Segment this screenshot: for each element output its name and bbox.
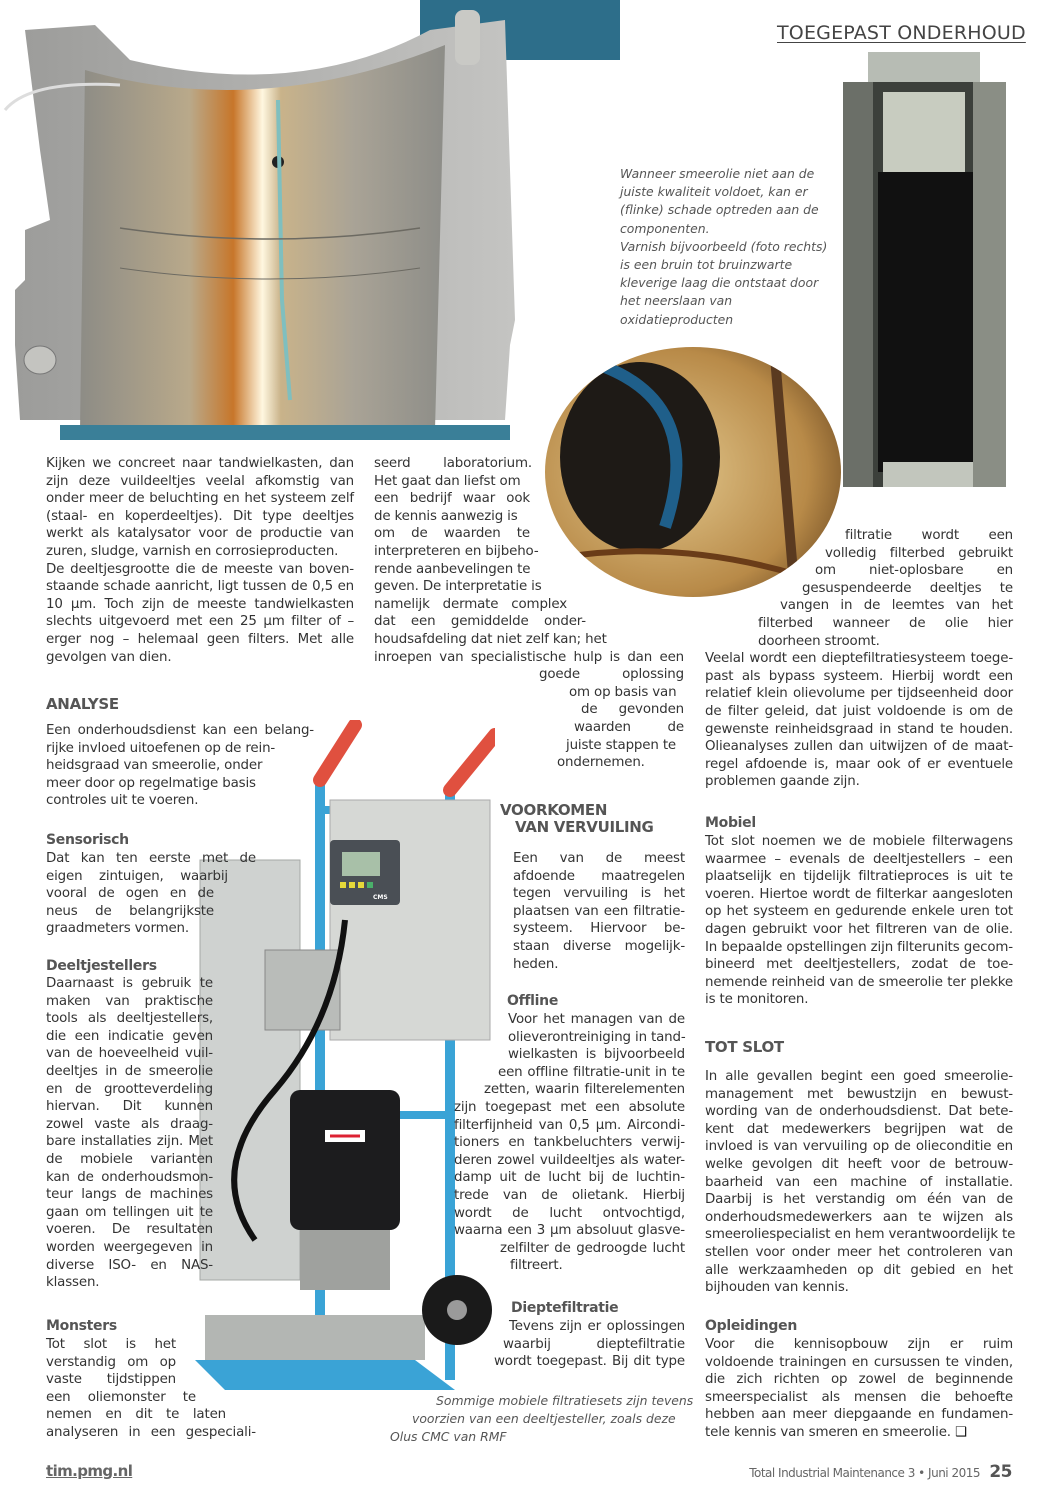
text-line: heidsgraad van smeerolie, onder <box>46 758 263 774</box>
text-line: ondernemen. <box>557 755 645 771</box>
text-line: een offline filtratie-unit in te <box>498 1064 685 1080</box>
text-line: staande schade aanricht, ligt tussen de 0,5 en <box>46 579 354 595</box>
analyse-paragraph <box>46 722 314 810</box>
text-line: Een onderhoudsdienst kan een belang- <box>46 723 314 738</box>
caption-line: juiste kwaliteit voldoet, kan er <box>620 184 808 200</box>
text-line: Veelal wordt een dieptefiltratiesysteem toege- <box>705 651 1013 667</box>
text-line: onderhoudsmedewerkers aan te wijzen als <box>705 1209 1013 1225</box>
monsters-paragraph <box>46 1336 256 1442</box>
text-line-last: tele kennis van smeren en smeerolie. <box>705 1424 951 1440</box>
text-line: Voor het managen van de <box>508 1012 685 1027</box>
heading-opleidingen: Opleidingen <box>705 1318 797 1334</box>
text-line: kent dat medewerkers begrijpen wat de <box>705 1121 1013 1137</box>
text-line: dagen gebruikt voor het filtreren van de olie. <box>705 921 1013 937</box>
text-line: dat een gemiddelde onder- <box>374 614 586 630</box>
text-line: wording van de onderhoudsdienst. Dat bete- <box>705 1104 1013 1120</box>
text-line: Een van de meest <box>513 851 685 866</box>
text-line: een oliemonster te <box>46 1389 196 1405</box>
text-line: invloed is van vervuiling op de olieconditie en <box>705 1139 1013 1155</box>
text-line: trede van de olietank. Hierbij <box>454 1187 685 1203</box>
deeltjestellers-paragraph <box>46 975 213 1292</box>
text-line: bijhouden van kennis. <box>705 1280 849 1296</box>
caption-line: (flinke) schade optreden aan de <box>620 202 819 218</box>
text-line: zijn deze vuildeeltjes veelal afkomstig van <box>46 473 354 489</box>
text-line: eigen zintuigen, waarbij <box>46 868 228 884</box>
tot-slot-paragraph <box>705 1068 1016 1297</box>
text-line: neus de belangrijkste <box>46 903 214 919</box>
text-line: zuren, sludge, varnish en corrosieproducten. <box>46 543 339 559</box>
text-line: klassen. <box>46 1275 100 1291</box>
heading-tot-slot: TOT SLOT <box>705 1038 784 1056</box>
heading-dieptefiltratie: Dieptefiltratie <box>511 1300 619 1316</box>
text-line: namelijk dermate complex <box>374 596 567 612</box>
text-line: die zich richten op zowel de beginnende <box>705 1372 1013 1388</box>
text-line: hebben aan meer diepgaande en fundamen- <box>705 1407 1013 1423</box>
intro-paragraph <box>46 455 354 666</box>
offline-paragraph <box>450 1011 685 1275</box>
text-line: rende aanbevelingen te <box>374 561 531 577</box>
text-line: stellen voor onder meer het controleren van <box>705 1244 1013 1260</box>
text-line: voldoende trainingen en cursussen te vinden, <box>705 1354 1013 1370</box>
dieptefiltratie-paragraph <box>494 1318 685 1371</box>
text-line: Olieanalyses zullen dan uitwijzen of de maat- <box>705 739 1013 755</box>
caption-line: Wanneer smeerolie niet aan de <box>620 166 815 181</box>
text-line: management met bewustzijn en bewust- <box>705 1086 1013 1102</box>
middle-paragraph <box>374 455 684 772</box>
text-line: olieverontreiniging in tand- <box>508 1029 686 1045</box>
voorkomen-paragraph <box>513 850 685 973</box>
text-line: waarden de <box>574 719 684 735</box>
text-line: damp uit de lucht bij de luchtin- <box>454 1170 685 1186</box>
text-line: erger nog – helemaal geen filters. Met alle <box>46 631 354 647</box>
text-line: afdoende maatregelen <box>513 868 685 884</box>
text-line: analyseren in een gespeciali- <box>46 1424 256 1440</box>
text-line: (staal- en koperdeeltjes). Dit type deeltjes <box>46 508 354 524</box>
text-line: Daarnaast is gebruik te <box>46 976 213 991</box>
text-line: slechts uitgevoerd met een 25 µm filter of – <box>46 614 354 630</box>
sensorisch-paragraph <box>46 850 256 938</box>
text-line: zowel vaste als draag- <box>46 1116 213 1132</box>
caption-line: voorzien van een deeltjesteller, zoals deze <box>412 1411 676 1427</box>
text-line: kan de onderhoudsmon- <box>46 1169 213 1185</box>
text-line: vaste tijdstippen <box>46 1372 176 1388</box>
text-line: regel afdoende is, maar ook of er eventuele <box>705 756 1013 772</box>
text-line: onder meer de beluchting en het systeem zelf <box>46 491 354 507</box>
text-line: seerd laboratorium. <box>374 456 532 471</box>
text-line: gewenste reinheidsgraad in stand te houden. <box>705 721 1013 737</box>
text-line: goede oplossing <box>539 667 684 683</box>
text-line: maken van praktische <box>46 993 213 1009</box>
text-line: deren zowel vuildeeltjes als water- <box>454 1152 685 1168</box>
text-line: gaan om tellingen uit te <box>46 1204 213 1220</box>
text-line: nemende reinheid van de smeerolie ter plekke <box>705 974 1013 990</box>
text-line: smeeroliespecialist en hem verantwoordelijk te <box>705 1227 1016 1243</box>
text-line: tools als deeltjestellers, <box>46 1011 213 1027</box>
text-line: bare installaties zijn. Met <box>46 1134 213 1150</box>
text-line: Daarbij is het verstandig om één van de <box>705 1192 1013 1208</box>
text-line: In bepaalde opstellingen zijn filterunits gecom- <box>705 939 1013 955</box>
heading-analyse: ANALYSE <box>46 695 119 713</box>
text-line: voeren. De resultaten <box>46 1222 213 1238</box>
text-line: werkt als katalysator voor de productie van <box>46 526 354 542</box>
text-line: Kijken we concreet naar tandwielkasten, dan <box>46 456 354 471</box>
text-line: filterbed wanneer de olie hier <box>758 615 1013 631</box>
text-line: filtreert. <box>510 1258 563 1274</box>
cart-caption <box>390 1392 694 1447</box>
text-line: voeren. Hiertoe wordt de filterkar aangesloten <box>705 886 1013 902</box>
text-line: verstandig om op <box>46 1354 176 1370</box>
text-line: Tot slot is het <box>46 1337 176 1352</box>
mobiel-paragraph <box>705 833 1013 1009</box>
text-line: rijke invloed uitoefenen op de rein- <box>46 740 276 756</box>
text-line: graadmeters vormen. <box>46 921 189 937</box>
heading-mobiel: Mobiel <box>705 815 756 831</box>
text-line: om op basis van <box>569 684 677 700</box>
section-header: TOEGEPAST ONDERHOUD <box>777 22 1026 44</box>
text-line: nemen en dit te laten <box>46 1407 226 1423</box>
text-line: waarmee – evenals de deeltjestellers – een <box>705 851 1013 867</box>
text-line: Het gaat dan liefst om <box>374 473 521 489</box>
text-line: wordt de lucht ontvochtigd, <box>454 1205 685 1221</box>
text-line: filterfijnheid van 0,5 µm. Aircondi- <box>454 1117 685 1133</box>
text-line: Dat kan ten eerste met de <box>46 851 256 866</box>
text-line: inroepen van specialistische hulp is dan een <box>374 649 684 665</box>
text-line: de gevonden <box>581 702 684 718</box>
text-line: alle werkzaamheden op dit gebied en het <box>705 1262 1013 1278</box>
heading-voorkomen <box>500 802 654 836</box>
caption-line: oxidatieproducten <box>620 311 734 327</box>
text-line: de mobiele varianten <box>46 1151 213 1167</box>
caption-line: is een bruin tot bruinzwarte <box>620 257 793 273</box>
text-line: die een indicatie geven <box>46 1028 213 1044</box>
heading-deeltjestellers: Deeltjestellers <box>46 958 157 974</box>
text-line: 10 µm. Toch zijn de meeste tandwielkasten <box>46 596 354 612</box>
footer-publication <box>749 1462 1012 1482</box>
text-line: plaatsen van een filtratie- <box>513 903 685 919</box>
publication-info: Total Industrial Maintenance 3 • Juni 2015 <box>749 1466 980 1480</box>
text-line: problemen gaande zijn. <box>705 774 860 790</box>
text-line: controles uit te voeren. <box>46 793 199 809</box>
heading-line: VAN VERVUILING <box>515 818 654 836</box>
text-line: past als bypass systeem. Hierbij wordt een <box>705 668 1013 684</box>
device-label: CMS <box>373 894 388 901</box>
caption-line: Varnish bijvoorbeeld (foto rechts) <box>620 238 828 254</box>
caption-line: het neerslaan van <box>620 293 733 309</box>
text-line: van de hoeveelheid vuil- <box>46 1046 213 1062</box>
text-line: teur langs de machines <box>46 1187 213 1203</box>
text-line: de filter geleid, dat juist voldoende is om de <box>705 703 1013 719</box>
text-line: houdsafdeling dat niet zelf kan; het <box>374 631 607 647</box>
page-number: 25 <box>989 1462 1012 1482</box>
text-line: bineerd met deeltjestellers, zodat de toe- <box>705 957 1013 973</box>
text-line: een bedrijf waar ook <box>374 491 530 507</box>
text-line: heden. <box>513 956 559 972</box>
text-line: doorheen stroomt. <box>758 633 880 649</box>
text-line: relatief klein olievolume per tijdseenheid door <box>705 686 1013 702</box>
text-line: plaatselijk en tijdelijk filtratieproces is uit te <box>705 869 1013 885</box>
right-top-paragraph <box>705 527 1013 791</box>
caption-line: componenten. <box>620 220 710 236</box>
text-line: is te monitoren. <box>705 992 809 1008</box>
text-line: waarna een 3 µm absoluut glasve- <box>454 1223 685 1239</box>
heading-sensorisch: Sensorisch <box>46 832 129 848</box>
text-line <box>705 1424 1013 1442</box>
text-line: welke gevolgen dit heeft voor de betrouw- <box>705 1156 1013 1172</box>
text-line: meer door op regelmatige basis <box>46 775 256 791</box>
photo-caption-top <box>620 165 835 329</box>
text-line: vooral de ogen en de <box>46 886 214 902</box>
bearing-photo <box>0 0 620 445</box>
heading-monsters: Monsters <box>46 1318 117 1334</box>
heading-line: VOORKOMEN <box>500 801 608 819</box>
text-line: tioners en tankbeluchters verwij- <box>454 1135 685 1151</box>
text-line: filtratie wordt een <box>845 528 1013 543</box>
caption-line: kleverige laag die ontstaat door <box>620 275 819 291</box>
text-line: geven. De interpretatie is <box>374 579 542 595</box>
text-line: Tevens zijn er oplossingen <box>509 1319 685 1334</box>
text-line: Tot slot noemen we de mobiele filterwagens <box>705 834 1013 849</box>
text-line: gesuspendeerde deeltjes te <box>802 580 1013 596</box>
text-line: systeem. Hiervoor be- <box>513 921 685 937</box>
text-line: gevolgen van dien. <box>46 649 172 665</box>
text-line: waarbij dieptefiltratie <box>503 1336 685 1352</box>
text-line: zelfilter de gedroogde lucht <box>500 1240 685 1256</box>
text-line: juiste stappen te <box>566 737 677 753</box>
text-line: vangen in de leemtes van het <box>780 598 1013 614</box>
filter-element-photo <box>843 52 1006 487</box>
text-line: diverse ISO- en NAS- <box>46 1257 213 1273</box>
text-line: baarheid van een machine of installatie. <box>705 1174 1013 1190</box>
text-line: hiervan. Dit kunnen <box>46 1099 213 1115</box>
text-line: interpreteren en bijbeho- <box>374 543 539 559</box>
text-line: de kennis aanwezig is <box>374 508 518 524</box>
text-line: Voor die kennisopbouw zijn er ruim <box>705 1337 1013 1352</box>
caption-line: Olus CMC van RMF <box>390 1429 507 1445</box>
text-line: wordt toegepast. Bij dit type <box>494 1354 685 1370</box>
text-line: tegen vervuiling is het <box>513 886 685 902</box>
text-line: om de waarden te <box>374 526 530 542</box>
text-line: De deeltjesgrootte die de meeste van boven- <box>46 561 354 577</box>
text-line: deeltjes in de smeerolie <box>46 1063 213 1079</box>
text-line: en de grootteverdeling <box>46 1081 213 1097</box>
end-mark-icon: ❑ <box>955 1424 967 1440</box>
text-line: smeerspecialist als mensen die behoefte <box>705 1389 1013 1405</box>
text-line: om niet-oplosbare en <box>815 563 1013 579</box>
text-line: staan diverse mogelijk- <box>513 938 685 954</box>
text-line: op het systeem en gedurende enkele uren tot <box>705 904 1013 920</box>
text-line: wielkasten is bijvoorbeeld <box>508 1047 685 1063</box>
caption-line: Sommige mobiele filtratiesets zijn tevens <box>436 1393 694 1408</box>
text-line: In alle gevallen begint een goed smeerolie- <box>705 1069 1013 1084</box>
text-line: zijn toegepast met een absolute <box>454 1099 685 1115</box>
text-line: volledig filterbed gebruikt <box>825 545 1013 561</box>
text-line: zetten, waarin filterelementen <box>484 1082 685 1098</box>
footer-site-link[interactable]: tim.pmg.nl <box>46 1462 133 1480</box>
opleidingen-paragraph <box>705 1336 1013 1442</box>
text-line: worden weergegeven in <box>46 1239 213 1255</box>
heading-offline: Offline <box>507 993 559 1009</box>
